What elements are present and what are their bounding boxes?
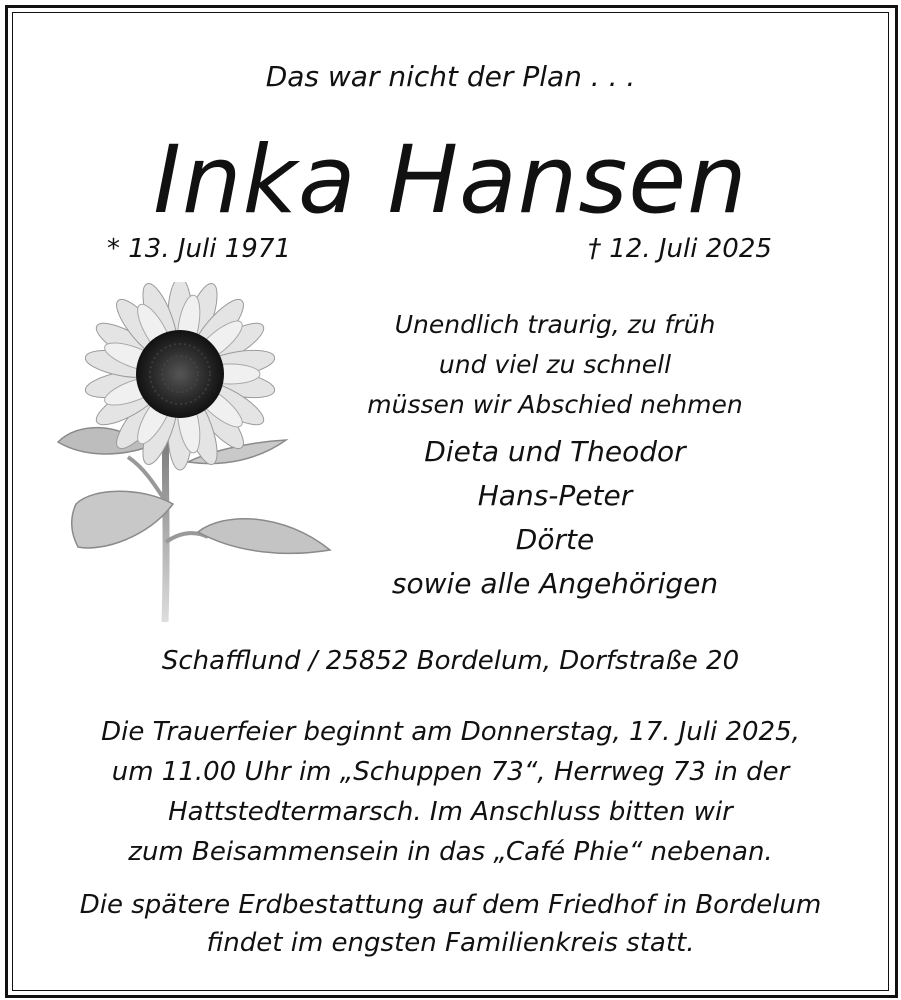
burial-info [0,886,901,962]
deceased-name: Inka Hansen [153,126,748,235]
message-line: müssen wir Abschied nehmen [367,390,743,419]
death-date: † 12. Juli 2025 [588,234,772,264]
mourner-line: Hans-Peter [477,479,633,512]
ceremony-line: Hattstedtermarsch. Im Anschluss bitten wir [168,797,733,827]
burial-line: Die spätere Erdbestattung auf dem Friedhof in Bordelum [79,890,822,920]
ceremony-line: um 11.00 Uhr im „Schuppen 73“, Herrweg 73 in der [111,757,790,787]
sunflower-icon [48,282,333,627]
intro-text: Das war nicht der Plan . . . [265,60,636,93]
ceremony-line: Die Trauerfeier beginnt am Donnerstag, 17. Juli 2025, [101,717,800,747]
family-address: Schafflund / 25852 Bordelum, Dorfstraße 20 [161,646,740,676]
mourners-list [320,430,790,606]
mourner-line: Dieta und Theodor [424,435,686,468]
mourner-line: Dörte [515,523,595,556]
birth-date: * 13. Juli 1971 [107,234,291,264]
mourner-line: sowie alle Angehörigen [391,567,719,600]
message-line: Unendlich traurig, zu früh [394,310,716,339]
burial-line: findet im engsten Familienkreis statt. [206,928,695,958]
message-line: und viel zu schnell [438,350,672,379]
condolence-message [320,305,790,425]
ceremony-info [0,712,901,872]
ceremony-line: zum Beisammensein in das „Café Phie“ nebenan. [128,837,773,867]
